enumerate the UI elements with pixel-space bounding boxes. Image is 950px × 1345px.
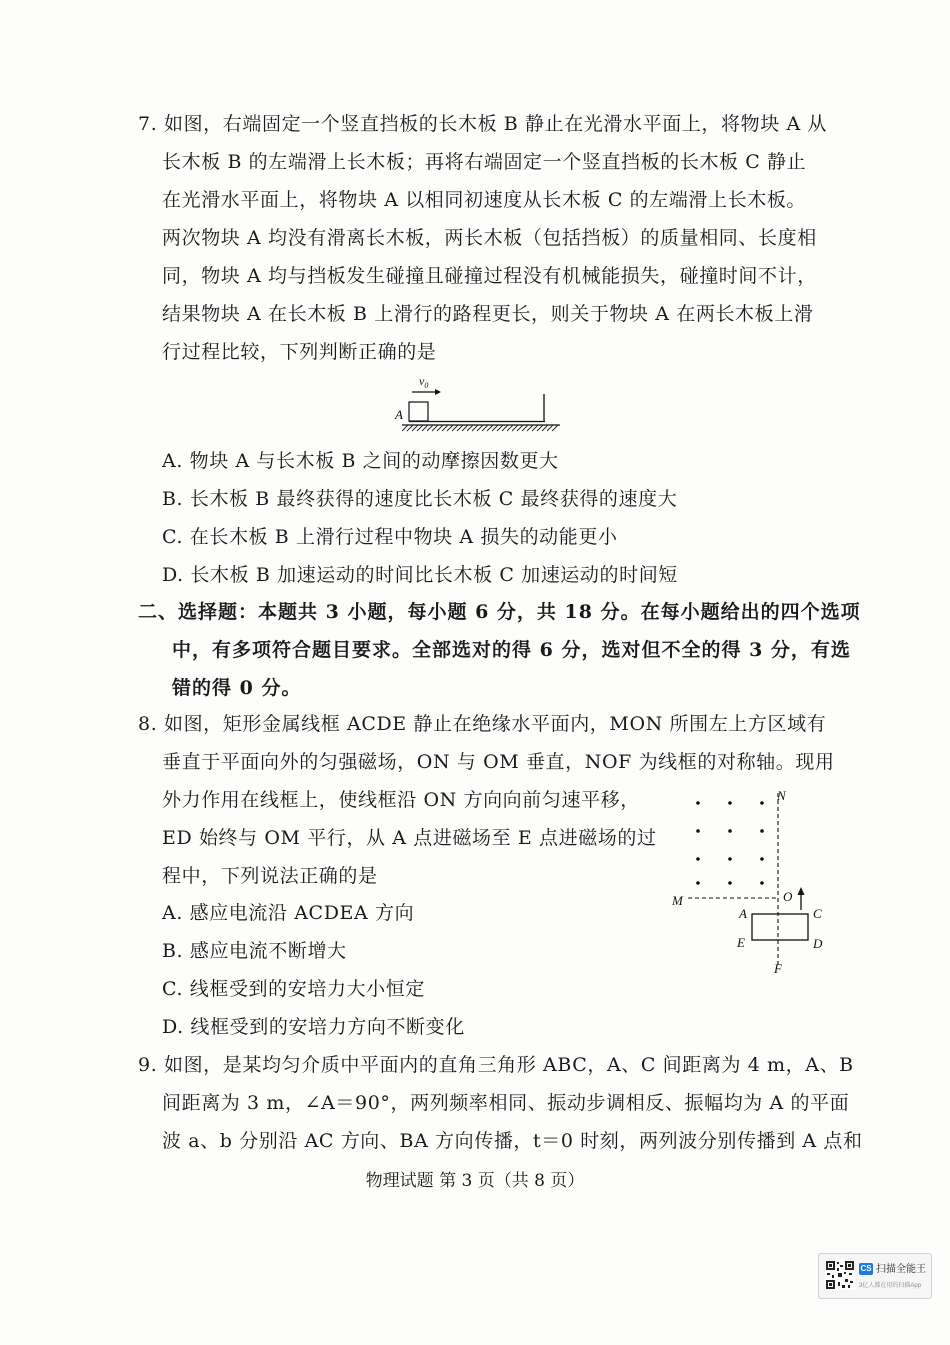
point-m-label: M — [672, 893, 683, 908]
q7-line-2: 长木板 B 的左端滑上长木板；再将右端固定一个竖直挡板的长木板 C 静止 — [162, 151, 807, 173]
q8-line-5: 程中，下列说法正确的是 — [162, 865, 378, 887]
q8-line-4: ED 始终与 OM 平行，从 A 点进磁场至 E 点进磁场的过 — [162, 827, 657, 849]
q9-line-2: 间距离为 3 m，∠A＝90°，两列频率相同、振动步调相反、振幅均为 A 的平面 — [162, 1092, 850, 1114]
badge-tagline: 3亿人都在用的扫描App — [859, 1283, 922, 1289]
q9-line-1: 9. 如图，是某均匀介质中平面内的直角三角形 ABC，A、C 间距离为 4 m，A、B — [138, 1054, 854, 1076]
q7-option-d: D. 长木板 B 加速运动的时间比长木板 C 加速运动的时间短 — [162, 564, 678, 586]
badge-app-name: 扫描全能王 — [876, 1264, 926, 1275]
velocity-label: $v_0$ — [419, 374, 429, 390]
q7-line-4: 两次物块 A 均没有滑离长木板，两长木板（包括挡板）的质量相同、长度相 — [162, 227, 817, 249]
camscanner-logo-icon: CS — [860, 1264, 872, 1273]
block-a-label: A — [395, 407, 403, 422]
rectangular-coil — [752, 914, 808, 940]
q7-line-6: 结果物块 A 在长木板 B 上滑行的路程更长，则关于物块 A 在两长木板上滑 — [162, 303, 814, 325]
q7-option-a: A. 物块 A 与长木板 B 之间的动摩擦因数更大 — [162, 450, 559, 472]
q8-option-b: B. 感应电流不断增大 — [162, 940, 347, 962]
point-d-label: D — [813, 936, 823, 951]
section2-line-3: 错的得 0 分。 — [172, 677, 302, 699]
scanner-watermark — [818, 1253, 932, 1299]
point-c-label: C — [813, 906, 822, 921]
q8-line-2: 垂直于平面向外的匀强磁场，ON 与 OM 垂直，NOF 为线框的对称轴。现用 — [162, 751, 835, 773]
magnetic-field-dots — [696, 801, 764, 885]
point-o-label: O — [783, 889, 793, 904]
velocity-arrow-head — [435, 389, 441, 395]
q7-line-3: 在光滑水平面上，将物块 A 以相同初速度从长木板 C 的左端滑上长木板。 — [162, 189, 807, 211]
q7-line-7: 行过程比较，下列判断正确的是 — [162, 341, 437, 363]
page-footer: 物理试题 第 3 页（共 8 页） — [365, 1171, 585, 1191]
q8-option-c: C. 线框受到的安培力大小恒定 — [162, 978, 425, 1000]
motion-arrow-head — [798, 887, 805, 895]
point-a-label: A — [739, 906, 747, 921]
q8-magnetic-field-figure — [668, 785, 838, 975]
section2-line-2: 中，有多项符合题目要求。全部选对的得 6 分，选对但不全的得 3 分，有选 — [172, 639, 851, 661]
qr-code-icon — [825, 1260, 855, 1290]
q8-line-3: 外力作用在线框上，使线框沿 ON 方向向前匀速平移， — [162, 789, 640, 811]
q7-line-1: 7. 如图，右端固定一个竖直挡板的长木板 B 静止在光滑水平面上，将物块 A 从 — [138, 113, 828, 135]
section2-line-1: 二、选择题：本题共 3 小题，每小题 6 分，共 18 分。在每小题给出的四个选项 — [138, 601, 861, 623]
q7-board-figure — [390, 372, 570, 434]
q7-line-5: 同，物块 A 均与挡板发生碰撞且碰撞过程没有机械能损失，碰撞时间不计， — [162, 265, 817, 287]
point-e-label: E — [737, 935, 745, 950]
q8-option-a: A. 感应电流沿 ACDEA 方向 — [162, 902, 415, 924]
ground-hatching — [402, 425, 558, 431]
point-n-label: N — [777, 788, 786, 803]
point-f-label: F — [774, 961, 782, 975]
q9-line-3: 波 a、b 分别沿 AC 方向、BA 方向传播，t＝0 时刻，两列波分别传播到 A 点和 — [162, 1130, 863, 1152]
block-a — [409, 402, 428, 421]
q7-option-b: B. 长木板 B 最终获得的速度比长木板 C 最终获得的速度大 — [162, 488, 678, 510]
q8-option-d: D. 线框受到的安培力方向不断变化 — [162, 1016, 465, 1038]
q8-line-1: 8. 如图，矩形金属线框 ACDE 静止在绝缘水平面内，MON 所围左上方区域有 — [138, 713, 827, 735]
q7-option-c: C. 在长木板 B 上滑行过程中物块 A 损失的动能更小 — [162, 526, 618, 548]
